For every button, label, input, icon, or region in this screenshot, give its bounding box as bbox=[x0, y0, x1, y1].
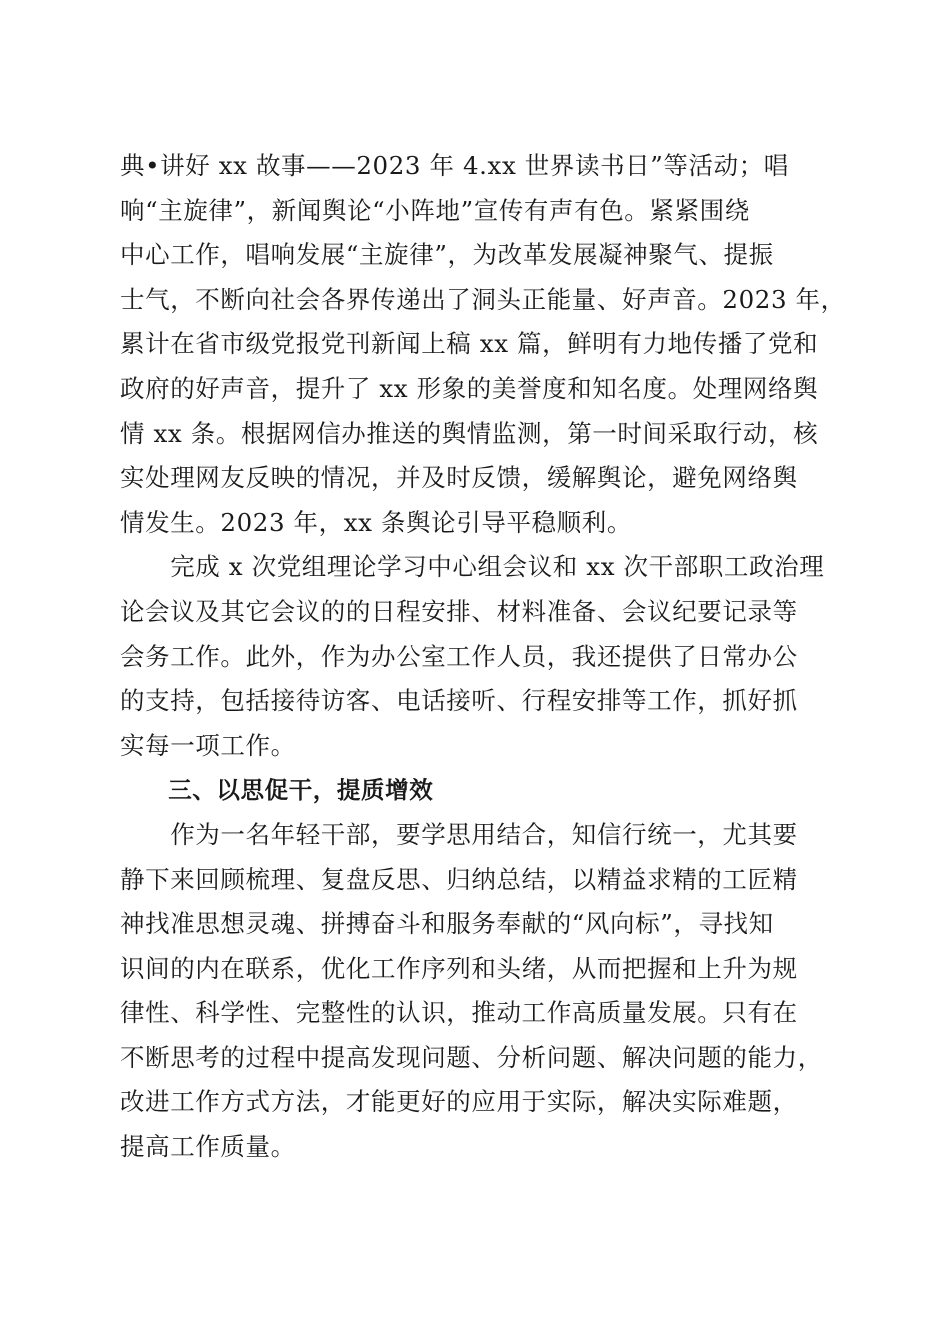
text-line: 识间的内在联系，优化工作序列和头绪，从而把握和上升为规 bbox=[120, 953, 798, 983]
text-line: 情 xx 条。根据网信办推送的舆情监测，第一时间采取行动，核 bbox=[120, 418, 819, 448]
text-line: 的支持，包括接待访客、电话接听、行程安排等工作，抓好抓 bbox=[120, 686, 798, 716]
text-line: 作为一名年轻干部，要学思用结合，知信行统一，尤其要 bbox=[120, 819, 798, 849]
text-line: 完成 x 次党组理论学习中心组会议和 xx 次干部职工政治理 bbox=[120, 552, 825, 582]
text-line: 响“主旋律”，新闻舆论“小阵地”宣传有声有色。紧紧围绕 bbox=[120, 195, 750, 225]
text-line: 律性、科学性、完整性的认识，推动工作高质量发展。只有在 bbox=[120, 998, 798, 1028]
text-line: 静下来回顾梳理、复盘反思、归纳总结，以精益求精的工匠精 bbox=[120, 864, 798, 894]
document-body bbox=[120, 144, 846, 1170]
text-line: 政府的好声音，提升了 xx 形象的美誉度和知名度。处理网络舆 bbox=[120, 373, 819, 403]
text-line: 中心工作，唱响发展“主旋律”，为改革发展凝神聚气、提振 bbox=[120, 240, 774, 270]
text-line: 改进工作方式方法，才能更好的应用于实际，解决实际难题， bbox=[120, 1087, 798, 1117]
text-line: 神找准思想灵魂、拼搏奋斗和服务奉献的“风向标”，寻找知 bbox=[120, 909, 774, 939]
text-line: 提高工作质量。 bbox=[120, 1132, 296, 1162]
text-line: 实处理网友反映的情况，并及时反馈，缓解舆论，避免网络舆 bbox=[120, 463, 798, 493]
section-heading-text: 三、以思促干，提质增效 bbox=[120, 776, 434, 805]
text-line: 不断思考的过程中提高发现问题、分析问题、解决问题的能力， bbox=[120, 1042, 823, 1072]
text-line: 论会议及其它会议的的日程安排、材料准备、会议纪要记录等 bbox=[120, 596, 798, 626]
text-line: 会务工作。此外，作为办公室工作人员，我还提供了日常办公 bbox=[120, 641, 798, 671]
text-line: 典•讲好 xx 故事——2023 年 4.xx 世界读书日”等活动；唱 bbox=[120, 151, 789, 180]
paragraph-meeting-affairs bbox=[120, 545, 835, 768]
text-line: 情发生。2023 年，xx 条舆论引导平稳顺利。 bbox=[120, 507, 632, 537]
text-line: 士气，不断向社会各界传递出了洞头正能量、好声音。2023 年， bbox=[120, 284, 846, 314]
text-line: 实每一项工作。 bbox=[120, 730, 296, 760]
paragraph-reflection bbox=[120, 813, 835, 1170]
paragraph-media-publicity bbox=[120, 144, 846, 545]
text-line: 累计在省市级党报党刊新闻上稿 xx 篇，鲜明有力地传播了党和 bbox=[120, 329, 819, 359]
section-heading bbox=[120, 768, 835, 813]
